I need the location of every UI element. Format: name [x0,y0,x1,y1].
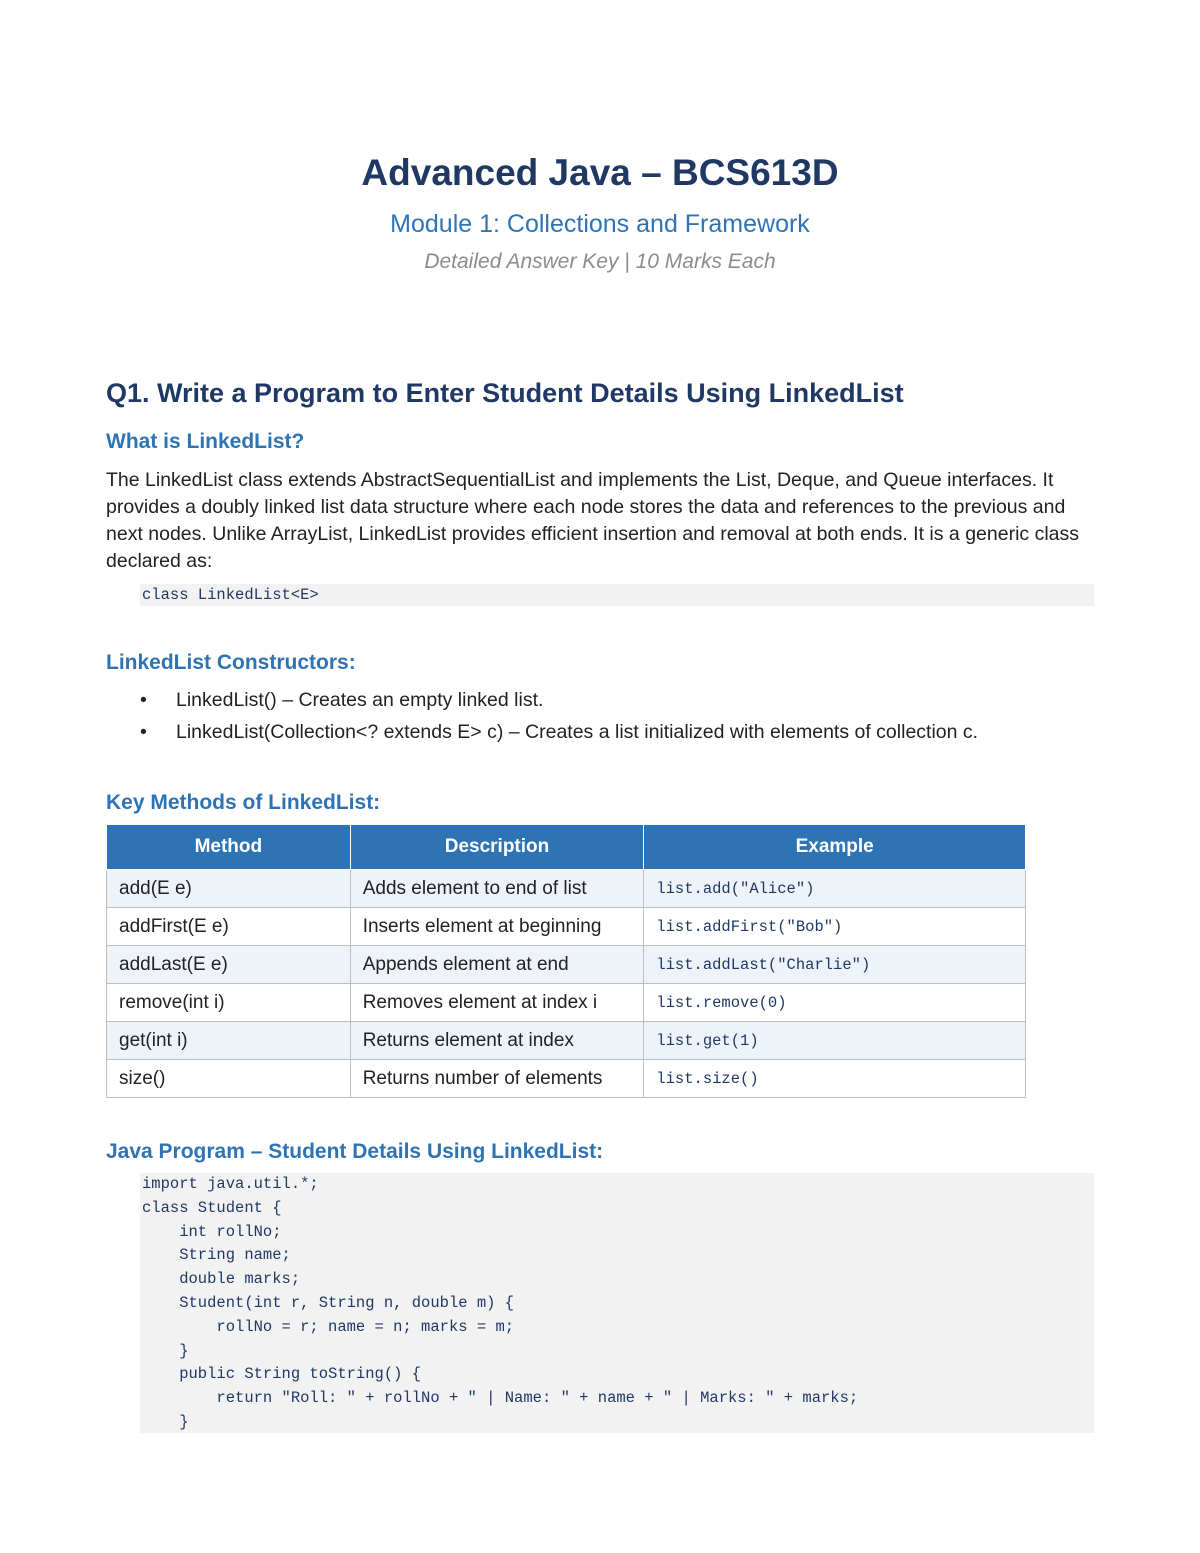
list-item [140,684,978,716]
answer-key-tagline: Detailed Answer Key | 10 Marks Each [424,250,776,273]
table-row [107,984,1026,1022]
code-line: rollNo = r; name = n; marks = m; [142,1317,515,1336]
key-methods-heading: Key Methods of LinkedList: [106,791,381,814]
method-cell: add(E e) [107,870,351,908]
bullet-icon: • [140,689,147,711]
code-line: String name; [142,1246,291,1265]
bullet-icon: • [140,721,147,743]
column-header-method: Method [107,825,351,870]
code-line: return "Roll: " + rollNo + " | Name: " + name + " | Marks: " + marks; [142,1389,859,1408]
constructor-text: LinkedList(Collection<? extends E> c) – Creates a list initialized with elements of collection c. [176,721,979,743]
table-row [107,1022,1026,1060]
table-header-row [107,825,1026,870]
example-cell: list.addLast("Charlie") [644,946,1026,984]
code-line: public String toString() { [142,1365,422,1384]
list-item [140,716,978,748]
description-cell: Adds element to end of list [350,870,644,908]
code-line: } [142,1412,189,1431]
table-row [107,908,1026,946]
constructor-text: LinkedList() – Creates an empty linked list. [176,689,544,711]
table-row [107,870,1026,908]
class-declaration-code: class LinkedList<E> [140,584,1094,606]
column-header-description: Description [350,825,644,870]
description-cell: Appends element at end [350,946,644,984]
code-line: double marks; [142,1270,301,1289]
description-cell: Removes element at index i [350,984,644,1022]
column-header-example: Example [644,825,1026,870]
linkedlist-description: The LinkedList class extends AbstractSequentialList and implements the List, Deque, and Queue interfaces. It provides a doubly linked list data structure where each node stores the data and references to the previous and next nodes. Unlike ArrayList, LinkedList provides efficient insertion and removal at both ends. It is a generic class declared as: [106,469,1079,572]
code-line: Student(int r, String n, double m) { [142,1293,515,1312]
document-title: Advanced Java – BCS613D [361,152,839,193]
code-line: class Student { [142,1198,282,1217]
description-cell: Returns number of elements [350,1060,644,1098]
student-program-code [140,1173,1094,1433]
code-line: import java.util.*; [142,1175,319,1193]
description-cell: Inserts element at beginning [350,908,644,946]
method-cell: addLast(E e) [107,946,351,984]
table-row [107,1060,1026,1098]
example-cell: list.get(1) [644,1022,1026,1060]
example-cell: list.addFirst("Bob") [644,908,1026,946]
what-is-linkedlist-heading: What is LinkedList? [106,430,305,453]
code-line: int rollNo; [142,1222,282,1241]
constructors-list [140,684,978,748]
module-subtitle: Module 1: Collections and Framework [390,210,810,238]
description-cell: Returns element at index [350,1022,644,1060]
method-cell: get(int i) [107,1022,351,1060]
table-row [107,946,1026,984]
method-cell: size() [107,1060,351,1098]
example-cell: list.remove(0) [644,984,1026,1022]
constructors-heading: LinkedList Constructors: [106,651,356,674]
methods-table [106,824,1026,1098]
code-line: } [142,1341,189,1360]
method-cell: remove(int i) [107,984,351,1022]
example-cell: list.size() [644,1060,1026,1098]
java-program-heading: Java Program – Student Details Using LinkedList: [106,1140,604,1163]
method-cell: addFirst(E e) [107,908,351,946]
question-1-heading: Q1. Write a Program to Enter Student Details Using LinkedList [106,378,904,408]
example-cell: list.add("Alice") [644,870,1026,908]
